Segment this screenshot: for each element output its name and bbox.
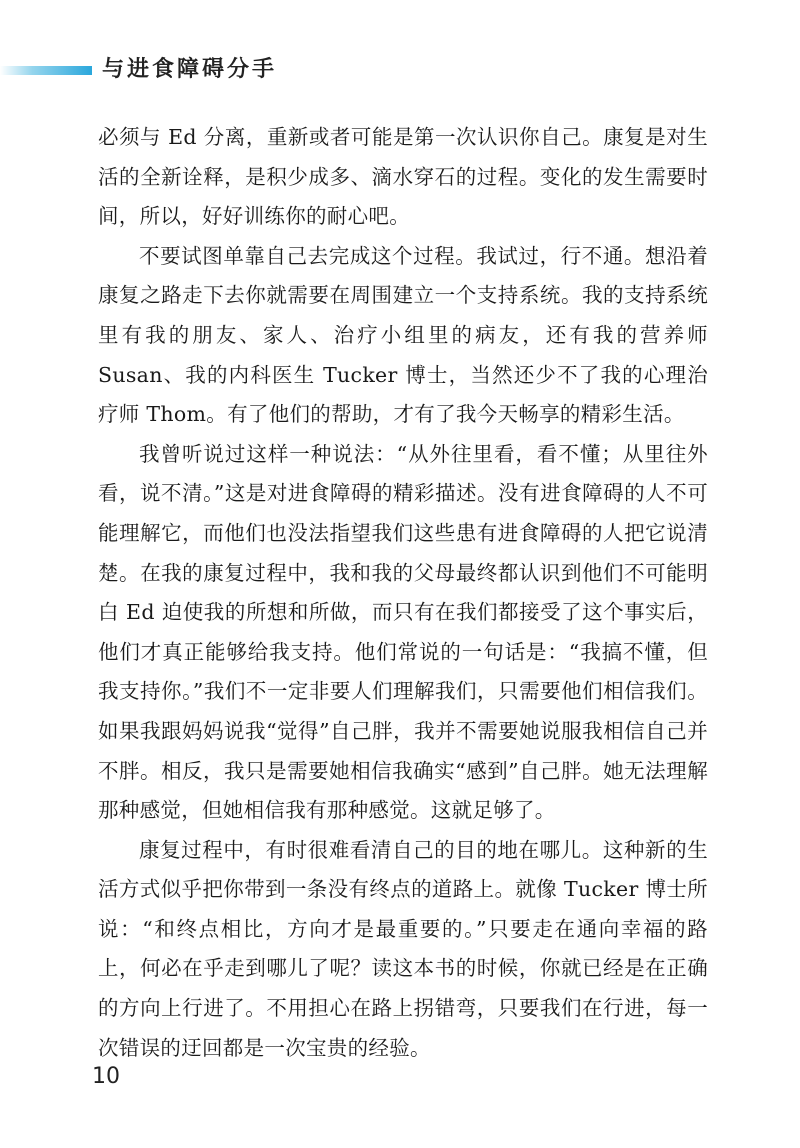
header-accent-bar [0,66,92,75]
page-number: 10 [92,1064,120,1089]
page-body [98,118,708,1068]
paragraph-1: 必须与 Ed 分离，重新或者可能是第一次认识你自己。康复是对生活的全新诠释，是积少成多、滴水穿石的过程。变化的发生需要时间，所以，好好训练你的耐心吧。 [98,125,708,229]
running-header-title: 与进食障碍分手 [102,57,278,82]
paragraph-3: 我曾听说过这样一种说法：“从外往里看，看不懂；从里往外看，说不清。”这是对进食障碍的精彩描述。没有进食障碍的人不可能理解它，而他们也没法指望我们这些患有进食障碍的人把它说清楚。在我的康复过程中，我和我的父母最终都认识到他们不可能明白 Ed 迫使我的所想和所做，而只有在我们都接受了这个事实后，他们才真正能够给我支持。他们常说的一句话是：“我搞不懂，但我支持你。”我们不一定非要人们理解我们，只需要他们相信我们。如果我跟妈妈说我“觉得”自己胖，我并不需要她说服我相信自己并不胖。相反，我只是需要她相信我确实“感到”自己胖。她无法理解那种感觉，但她相信我有那种感觉。这就足够了。 [98,441,708,823]
paragraph-4: 康复过程中，有时很难看清自己的目的地在哪儿。这种新的生活方式似乎把你带到一条没有终点的道路上。就像 Tucker 博士所说：“和终点相比，方向才是最重要的。”只要走在通向幸福的路上，何必在乎走到哪儿了呢？读这本书的时候，你就已经是在正确的方向上行进了。不用担心在路上拐错弯，只要我们在行进，每一次错误的迂回都是一次宝贵的经验。 [98,837,708,1060]
paragraph-2: 不要试图单靠自己去完成这个过程。我试过，行不通。想沿着康复之路走下去你就需要在周围建立一个支持系统。我的支持系统里有我的朋友、家人、治疗小组里的病友，还有我的营养师 Susan、我的内科医生 Tucker 博士，当然还少不了我的心理治疗师 Thom。有了他们的帮助，才有了我今天畅享的精彩生活。 [98,243,708,427]
